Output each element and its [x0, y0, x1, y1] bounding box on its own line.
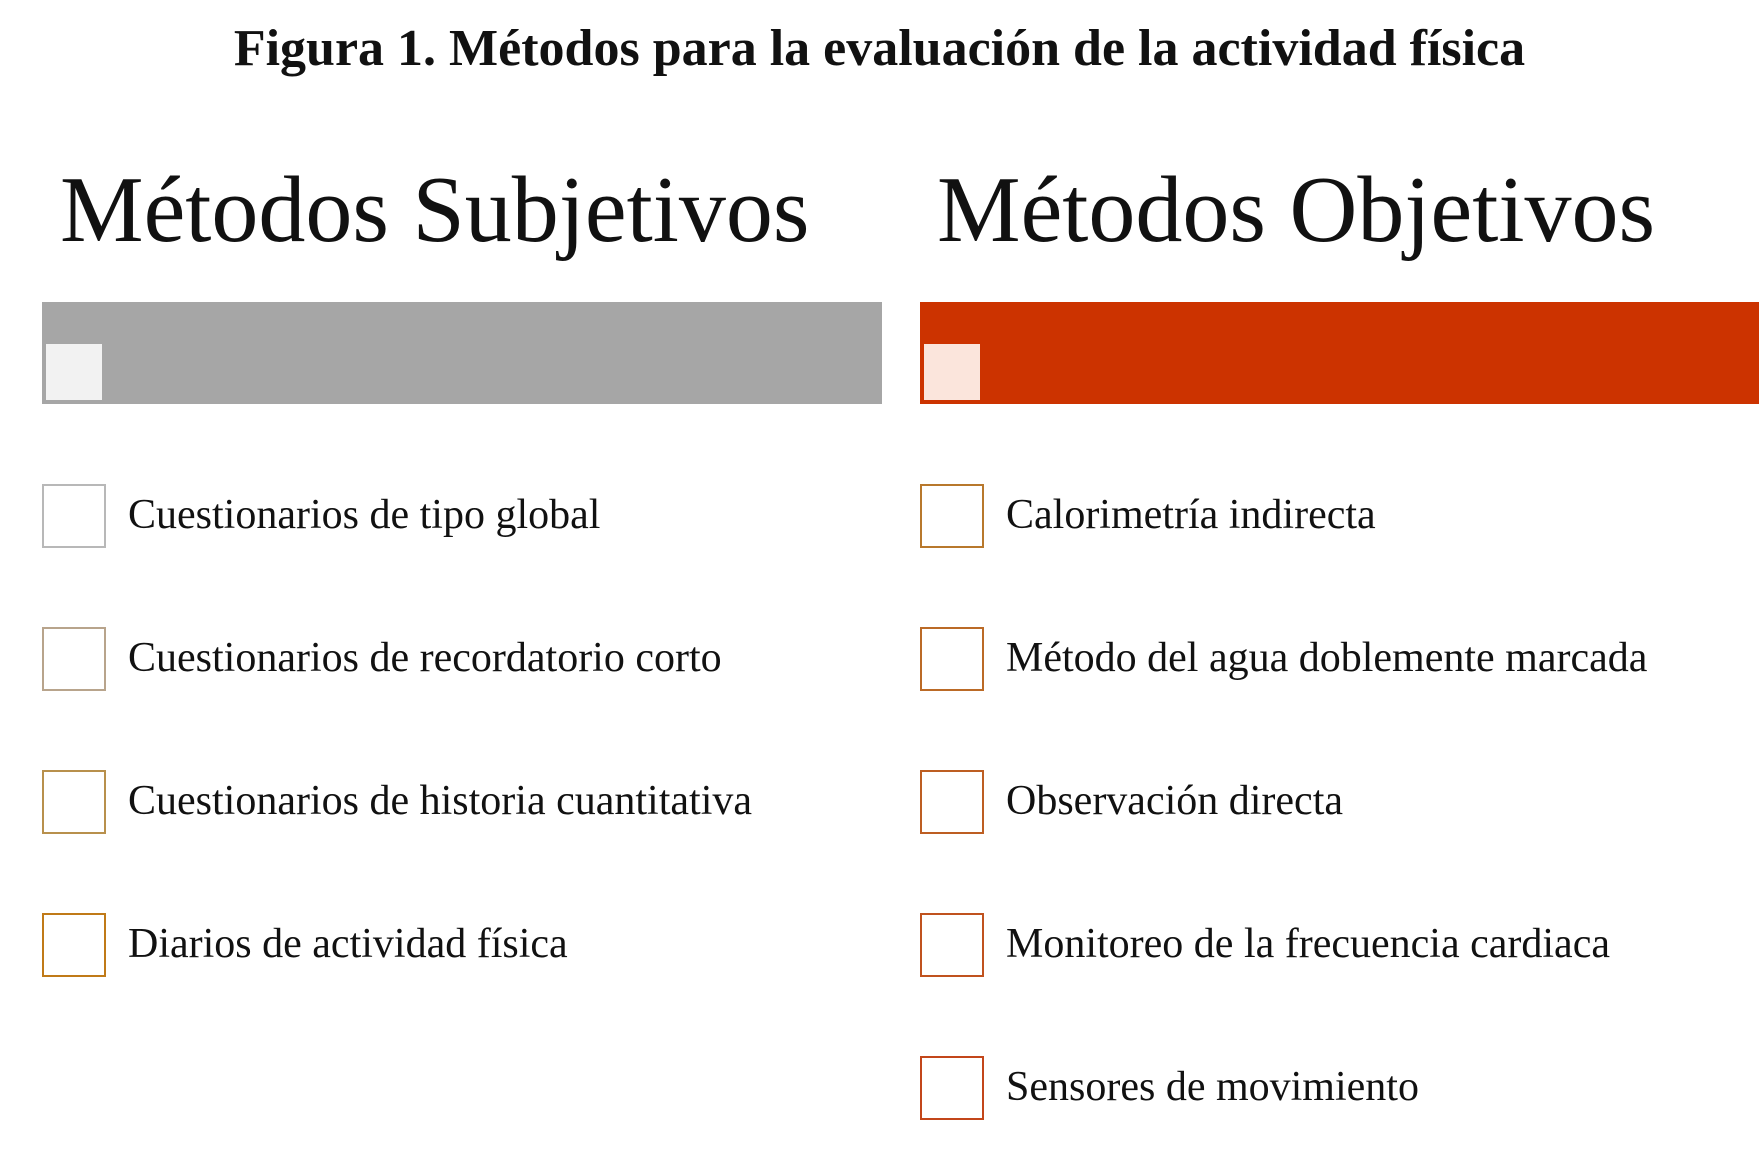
checkbox-icon: [42, 770, 106, 834]
objective-header-square: [924, 344, 980, 400]
objective-methods-column: [920, 0, 1759, 1151]
objective-header-bar: [920, 302, 1759, 404]
list-item-label: Observación directa: [1006, 778, 1344, 824]
checkbox-icon: [920, 484, 984, 548]
objective-methods-title: Métodos Objetivos: [937, 158, 1656, 262]
list-item-label: Cuestionarios de recordatorio corto: [128, 635, 722, 681]
list-item-label: Sensores de movimiento: [1006, 1064, 1419, 1110]
checkbox-icon: [42, 484, 106, 548]
subjective-header-square: [46, 344, 102, 400]
checkbox-icon: [42, 627, 106, 691]
checkbox-icon: [920, 770, 984, 834]
list-item-label: Cuestionarios de tipo global: [128, 492, 601, 538]
checkbox-icon: [920, 913, 984, 977]
checkbox-icon: [920, 627, 984, 691]
figure-title: Figura 1. Métodos para la evaluación de la actividad física: [233, 20, 1526, 77]
list-item-label: Diarios de actividad física: [128, 921, 568, 967]
checkbox-icon: [920, 1056, 984, 1120]
checkbox-icon: [42, 913, 106, 977]
list-item-label: Cuestionarios de historia cuantitativa: [128, 778, 753, 824]
list-item-label: Monitoreo de la frecuencia cardiaca: [1006, 921, 1610, 967]
subjective-methods-title: Métodos Subjetivos: [60, 158, 810, 262]
list-item-label: Calorimetría indirecta: [1006, 492, 1376, 538]
subjective-methods-column: [42, 0, 882, 1151]
list-item-label: Método del agua doblemente marcada: [1006, 635, 1648, 681]
subjective-header-bar: [42, 302, 882, 404]
